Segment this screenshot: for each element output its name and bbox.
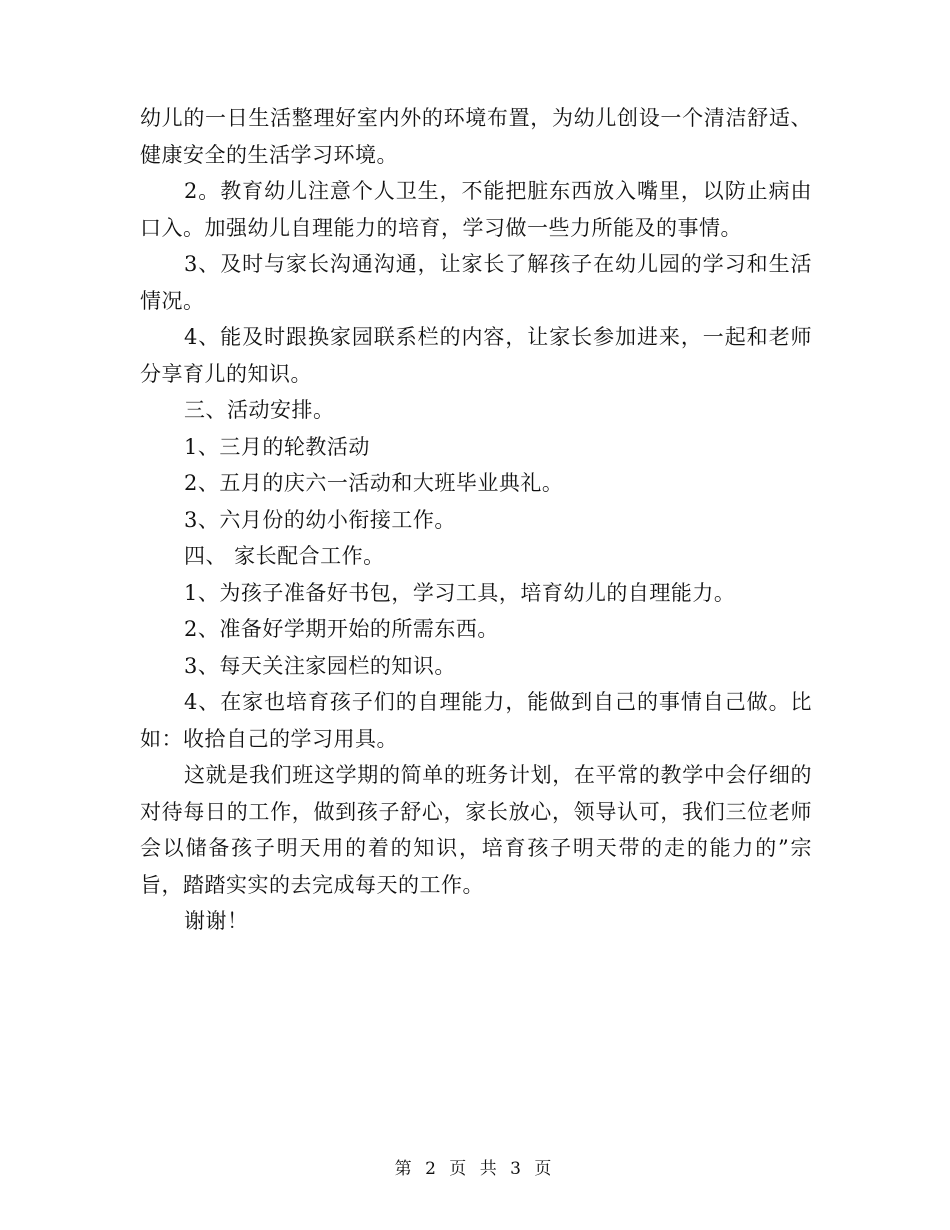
page-number-footer: 第 2 页 共 3 页 — [394, 1159, 556, 1179]
paragraph-thanks: 谢谢！ — [184, 909, 249, 933]
paragraph-environment: 幼儿的一日生活整理好室内外的环境布置，为幼儿创设一个清洁舒适、健康安全的生活学习环境。 — [140, 106, 812, 167]
cooperation-item-bulletin: 3、每天关注家园栏的知识。 — [184, 653, 456, 678]
cooperation-item-supplies: 2、准备好学期开始的所需东西。 — [184, 617, 499, 641]
activity-item-march: 1、三月的轮教活动 — [184, 434, 370, 459]
activity-item-may: 2、五月的庆六一活动和大班毕业典礼。 — [184, 471, 564, 495]
activity-item-june: 3、六月份的幼小衔接工作。 — [184, 507, 456, 532]
paragraph-hygiene: 2。教育幼儿注意个人卫生，不能把脏东西放入嘴里，以防止病由口入。加强幼儿自理能力的培育，学习做一些力所能及的事情。 — [140, 179, 812, 240]
paragraph-bulletin-board: 4、能及时跟换家园联系栏的内容，让家长参加进来，一起和老师分享育儿的知识。 — [140, 325, 812, 386]
cooperation-item-schoolbag: 1、为孩子准备好书包，学习工具，培育幼儿的自理能力。 — [184, 580, 736, 605]
paragraph-conclusion: 这就是我们班这学期的简单的班务计划，在平常的教学中会仔细的对待每日的工作，做到孩子舒心，家长放心，领导认可，我们三位老师会以储备孩子明天用的着的知识，培育孩子明天带的走的能力的”宗旨，踏踏实实的去完成每天的工作。 — [140, 763, 812, 897]
paragraph-parent-communication: 3、及时与家长沟通沟通，让家长了解孩子在幼儿园的学习和生活情况。 — [140, 252, 812, 313]
document-body — [140, 100, 812, 940]
section-heading-activities: 三、活动安排。 — [184, 398, 335, 422]
cooperation-item-self-care: 4、在家也培育孩子们的自理能力，能做到自己的事情自己做。比如：收拾自己的学习用具。 — [140, 690, 812, 751]
section-heading-parent-cooperation: 四、 家长配合工作。 — [184, 544, 385, 568]
